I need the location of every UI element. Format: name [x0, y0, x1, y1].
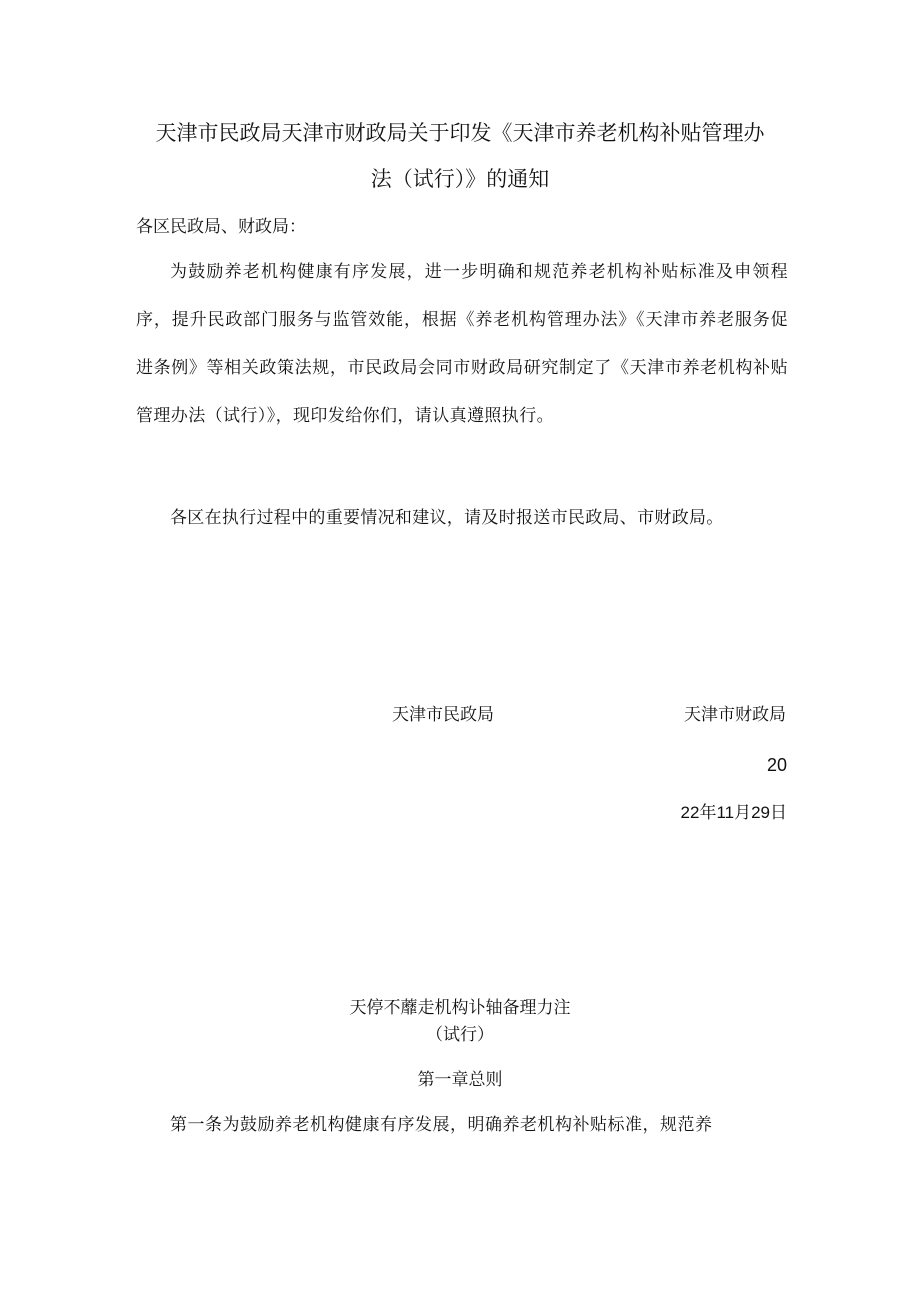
issue-date-part-2: 22年11月29日 [680, 803, 787, 822]
issue-date-part-1: 20 [766, 755, 787, 775]
signatory-finance: 天津市财政局 [684, 705, 786, 725]
attachment-title: 天停不蘼走机构讣轴备理力注 [349, 998, 571, 1018]
chapter-heading: 第一章总则 [417, 1070, 503, 1090]
body-paragraph-1: 为鼓励养老机构健康有序发展，进一步明确和规范养老机构补贴标准及申领程序，提升民政部门服务与监管效能，根据《养老机构管理办法》《天津市养老服务促进条例》等相关政策法规，市民政局会同市财政局研究制定了《天津市养老机构补贴管理办法（试行）》，现印发给你们，请认真遵照执行。 [136, 262, 788, 426]
signatory-civil-affairs: 天津市民政局 [392, 705, 494, 725]
salutation: 各区民政局、财政局： [136, 217, 306, 237]
attachment-subtitle: （试行） [426, 1025, 494, 1045]
notice-title-line-2: 法（试行）》的通知 [370, 167, 550, 191]
notice-title-line-1: 天津市民政局天津市财政局关于印发《天津市养老机构补贴管理办 [155, 121, 765, 145]
body-paragraph-2: 各区在执行过程中的重要情况和建议，请及时报送市民政局、市财政局。 [170, 508, 724, 528]
article-1-text: 第一条为鼓励养老机构健康有序发展，明确养老机构补贴标准，规范养 [170, 1115, 713, 1135]
